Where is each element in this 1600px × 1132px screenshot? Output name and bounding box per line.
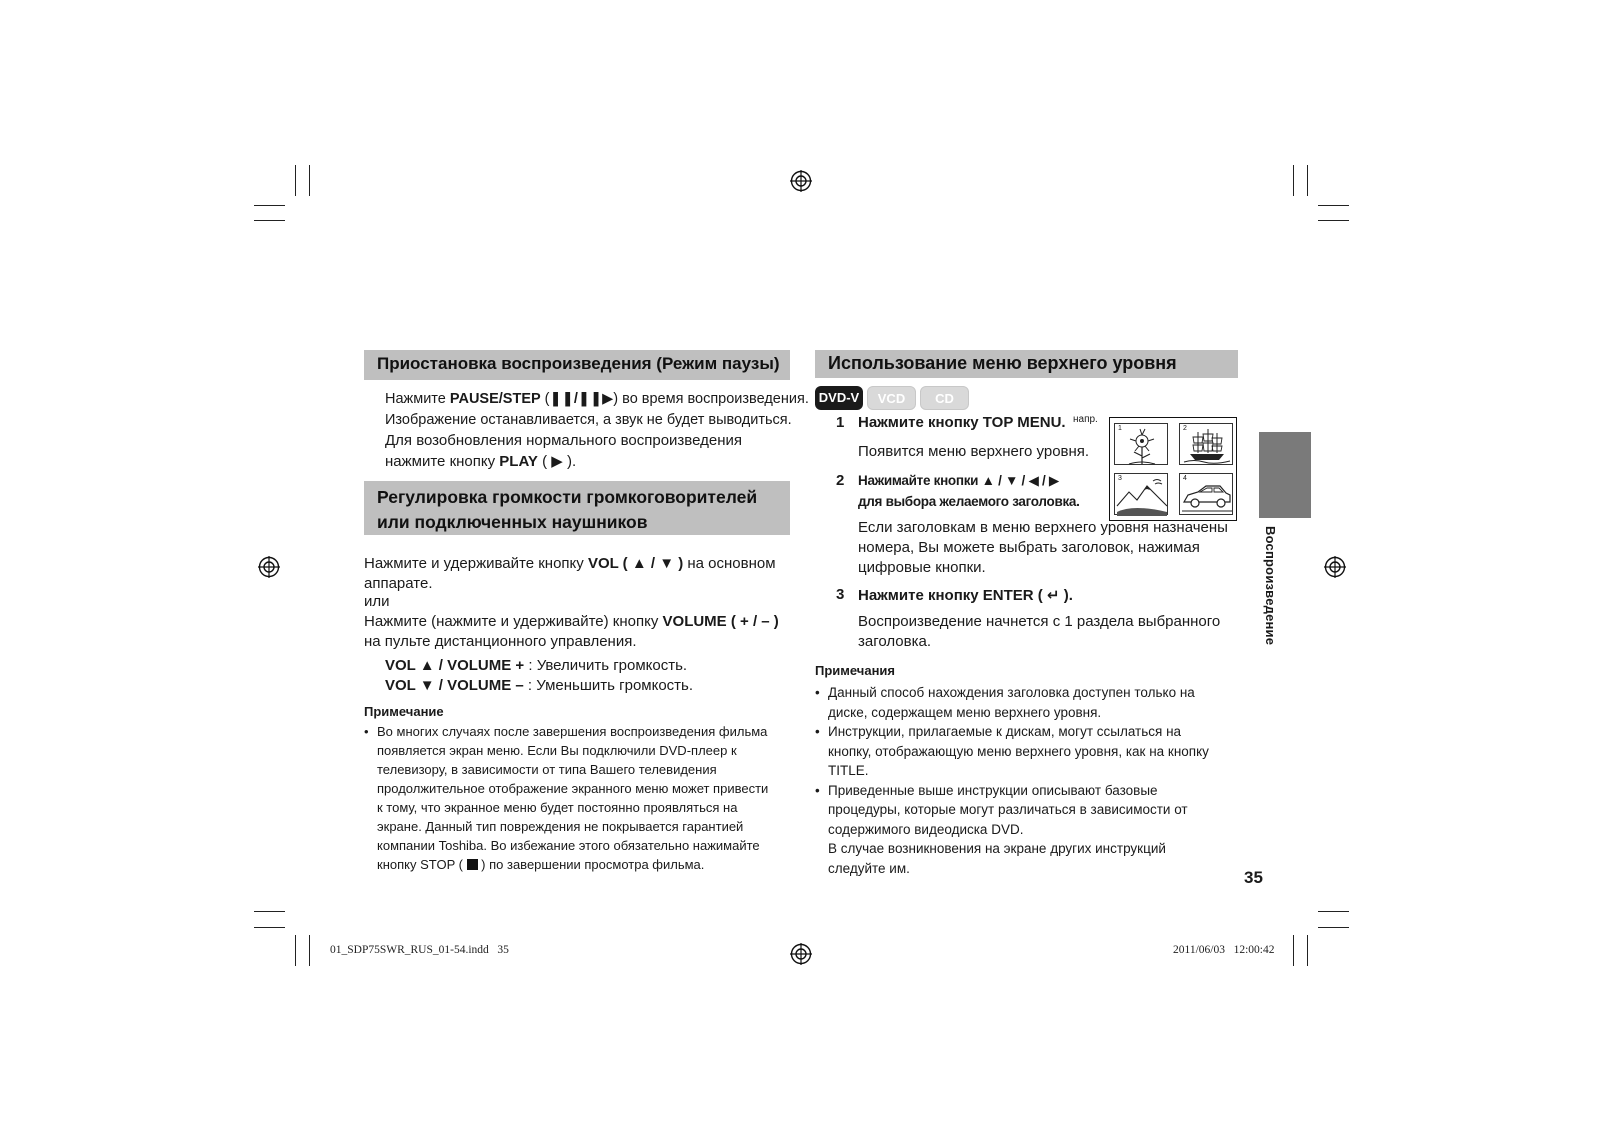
text-line: В случае возникновения на экране других инструкций (828, 841, 1166, 856)
step-3-number: 3 (836, 586, 845, 603)
page-number: 35 (1244, 868, 1263, 887)
registration-mark-right-icon (1324, 556, 1346, 578)
list-item: • Во многих случаях после завершения воспроизведения фильма появляется экран меню. Если Вы подключили DVD-плеер к телевизору, в зависимости от типа Вашего телевидения продолжительное отображение экранного меню может привести к тому, что экранное меню будет постоянно проявляться на экране. Данный тип повреждения не покрывается гарантией компании Toshiba. Во избежание этого обязательно нажимайте кнопку STOP ( ) по завершении просмотра фильма. (364, 722, 794, 874)
volume-note-list (364, 722, 794, 874)
text-line: появляется экран меню. Если Вы подключили DVD-плеер к (377, 743, 737, 758)
registration-mark-top-icon (790, 170, 812, 192)
stop-square-icon (467, 859, 478, 870)
text-line: заголовка. (858, 633, 932, 650)
text-line: продолжительное отображение экранного меню может привести (377, 781, 769, 796)
text-line: Воспроизведение начнется с 1 раздела выбранного (858, 613, 1221, 630)
pause-step-icon: ❚❚/❚❚▶ (549, 391, 614, 407)
volume-up-line: VOL ▲ / VOLUME + : Увеличить громкость. (385, 657, 688, 674)
badge-vcd: VCD (867, 386, 916, 410)
top-menu-example-image (1109, 417, 1237, 521)
slug-date-time: 2011/06/03 12:00:42 (1173, 944, 1275, 956)
sailing-ship-icon (1180, 424, 1234, 466)
text-line: следуйте им. (828, 860, 910, 876)
text-line: TITLE. (828, 763, 869, 778)
pause-line-1: Нажмите PAUSE/STEP (❚❚/❚❚▶) во время воспроизведения. (385, 391, 809, 407)
menu-thumb-mountains: 3 (1114, 473, 1168, 515)
text-line: • Данный способ нахождения заголовка доступен только на (828, 685, 1195, 700)
step-1-number: 1 (836, 414, 845, 431)
step-2-number: 2 (836, 472, 845, 489)
list-item (815, 781, 1235, 879)
volume-line-1: Нажмите и удерживайте кнопку VOL ( ▲ / ▼ ) на основном (364, 555, 776, 572)
text-line: процедуры, которые могут различаться в зависимости от (828, 802, 1188, 817)
car-icon (1180, 474, 1234, 516)
badge-cd: CD (920, 386, 969, 410)
pause-line-4: нажмите кнопку PLAY ( ▶ ). (385, 453, 577, 470)
text-line: • Во многих случаях после завершения воспроизведения фильма (377, 724, 768, 739)
top-menu-section-heading: Использование меню верхнего уровня (815, 350, 1238, 378)
text-line: кнопку, отображающую меню верхнего уровня, как на кнопку (828, 743, 1209, 759)
volume-section-heading: Регулировка громкости громкоговорителей или подключенных наушников (364, 481, 790, 535)
step-1-text: Появится меню верхнего уровня. (858, 443, 1090, 460)
notes-list (815, 683, 1235, 878)
text-line: • Приведенные выше инструкции описывают базовые (828, 782, 1158, 798)
step-2-title: Нажимайте кнопки ▲ / ▼ / ◀ / ▶ для выбора желаемого заголовка. (858, 473, 1080, 509)
registration-mark-left-icon (258, 556, 280, 578)
enter-key-icon: ↵ (1042, 587, 1064, 604)
text-line: телевизору, в зависимости от типа Вашего телевидения (377, 762, 717, 777)
pause-line-2: Изображение останавливается, а звук не будет выводиться. (385, 412, 792, 428)
menu-thumb-flower: 1 (1114, 423, 1168, 465)
badge-dvd-v: DVD-V (815, 386, 863, 410)
text-line: Если заголовкам в меню верхнего уровня назначены (858, 519, 1228, 536)
step-2-text (858, 518, 1238, 578)
step-3-text (858, 612, 1238, 652)
text-line: • Инструкции, прилагаемые к дискам, могут ссылаться на (828, 724, 1182, 739)
text-line: номера, Вы можете выбрать заголовок, нажимая (858, 539, 1200, 556)
section-side-tab (1259, 432, 1311, 518)
list-item (815, 683, 1235, 722)
note-title: Примечание (364, 704, 444, 719)
mountains-icon (1115, 474, 1169, 516)
notes-title: Примечания (815, 663, 896, 678)
pause-heading-text: Приостановка воспроизведения (Режим паузы) (377, 354, 780, 373)
volume-down-line: VOL ▼ / VOLUME – : Уменьшить громкость. (385, 677, 694, 694)
text-line: к тому, что экранное меню будет постоянно проявляться на (377, 800, 738, 815)
pause-section-heading (364, 350, 790, 380)
volume-line-2: Нажмите (нажмите и удерживайте) кнопку VOLUME ( + / – ) (364, 613, 779, 630)
example-label: напр. (1073, 414, 1098, 425)
pause-line-3: Для возобновления нормального воспроизведения (385, 432, 742, 449)
registration-mark-bottom-icon (790, 943, 812, 965)
text-line: диске, содержащем меню верхнего уровня. (828, 704, 1102, 720)
step-1-title: Нажмите кнопку TOP MENU. (858, 414, 1066, 431)
text-line: компании Toshiba. Во избежание этого обязательно нажимайте (377, 838, 760, 853)
pause-instructions (385, 389, 809, 472)
section-side-label: Воспроизведение (1263, 526, 1278, 646)
step-3-title: Нажмите кнопку ENTER ( ↵ ). (858, 587, 1073, 604)
list-item (815, 722, 1235, 781)
flower-icon (1115, 424, 1169, 466)
volume-instructions: Нажмите и удерживайте кнопку VOL ( ▲ / ▼ ) на основном аппарате. или Нажмите (нажмите и удерживайте) кнопку VOLUME ( + / – ) на пульте дистанционного управления. VOL ▲ / VOLUME + : Увеличить громкость. VOL ▼ / VOLUME – : Уменьшить громкость. Примечание (364, 554, 794, 722)
text-line: экране. Данный тип повреждения не покрывается гарантией (377, 819, 744, 834)
slug-file-info: 01_SDP75SWR_RUS_01-54.indd 35 (330, 944, 509, 956)
text-line: цифровые кнопки. (858, 559, 986, 576)
menu-thumb-car: 4 (1179, 473, 1233, 515)
menu-thumb-ship: 2 (1179, 423, 1233, 465)
text-line: содержимого видеодиска DVD. (828, 821, 1024, 837)
